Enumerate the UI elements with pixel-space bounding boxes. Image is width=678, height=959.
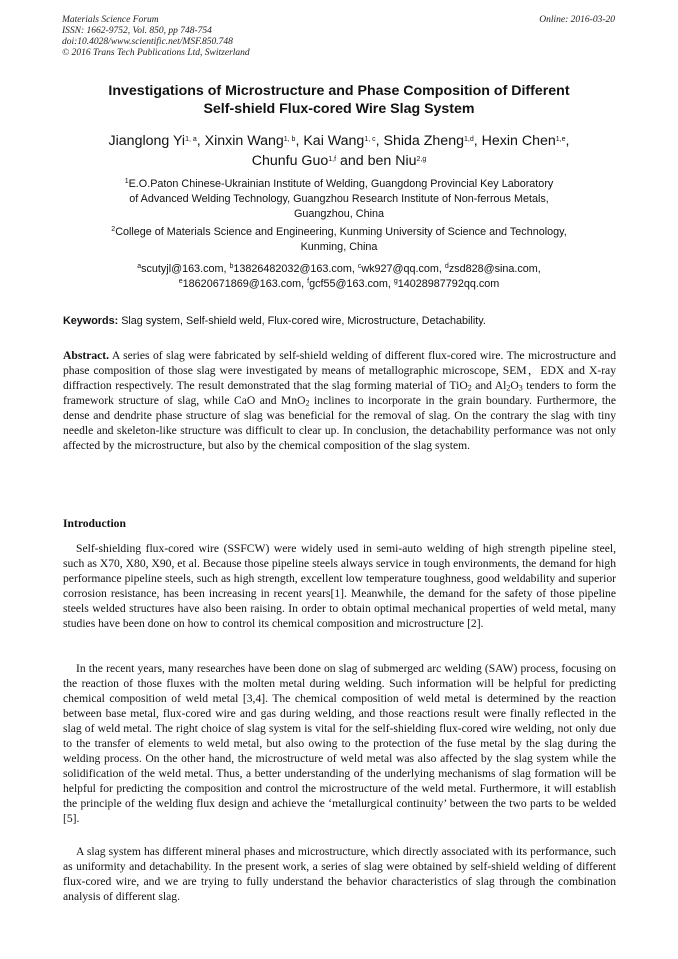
email-address[interactable]: wk927@qq.com, (361, 263, 445, 275)
email-mark: c (357, 263, 362, 271)
title-line-1: Investigations of Microstructure and Phase Composition of Different (108, 83, 570, 99)
issn: ISSN: 1662-9752, Vol. 850, pp 748-754 (62, 26, 212, 36)
abstract (63, 348, 616, 453)
affiliation-2 (60, 225, 618, 255)
author-name: Hexin Chen (481, 133, 556, 149)
email-address[interactable]: 13826482032@163.com, (233, 263, 358, 275)
email-mark: f (307, 278, 310, 286)
affiliation-1 (60, 177, 618, 222)
author-separator: , (295, 133, 304, 149)
author-name: Kai Wang (303, 133, 365, 149)
abstract-text: and Al (471, 379, 507, 392)
abstract-text: O (510, 379, 519, 392)
title-line-2: Self-shield Flux-cored Wire Slag System (203, 101, 475, 117)
affiliation-line: Guangzhou, China (293, 208, 385, 220)
email-mark: e (178, 278, 183, 286)
paragraph-text: Self-shielding flux-cored wire (SSFCW) were widely used in semi-auto welding of high strength pipeline steel, such as X70, X80, X90, et al. Because those pipeline steels always service in tough environments, the demand for high performance pipeline steels, such as high strength, excellent low temperature toughness, good weldability and superior corrosion resistance, has been increasing in recent years[1]. Meanwhile, the demand for the safety of those pipeline steels welded structures have also been raising. In order to obtain optimal mechanical properties of weld metal, many studies have been done on how to control its chemical composition and microstructure [2]. (63, 542, 616, 630)
journal-name: Materials Science Forum (62, 15, 159, 25)
author-name: Shida Zheng (383, 133, 464, 149)
affiliation-line: E.O.Paton Chinese-Ukrainian Institute of Welding, Guangdong Provincial Key Laboratory (128, 178, 554, 190)
email-mark: b (229, 263, 234, 271)
subscript: 2 (305, 398, 310, 408)
section-heading-introduction: Introduction (63, 517, 126, 530)
author-affiliation-mark: 2,g (416, 156, 427, 164)
affiliation-number: 1 (124, 178, 129, 186)
affiliation-number: 2 (111, 226, 116, 234)
keywords (63, 314, 618, 328)
author-separator: , (375, 133, 384, 149)
author-name: Jianglong Yi (108, 133, 186, 149)
keywords-label: Keywords: (63, 315, 119, 327)
author-separator: , (473, 133, 482, 149)
author-affiliation-mark: 1,f (328, 156, 337, 164)
intro-paragraph-1 (63, 541, 616, 631)
abstract-label: Abstract. (63, 349, 110, 362)
author-separator: , (565, 133, 570, 149)
email-address[interactable]: gcf55@163.com, (309, 278, 394, 290)
abstract-text: tenders to form the framework structure of slag, while CaO and MnO (63, 379, 616, 407)
keywords-text: Slag system, Self-shield weld, Flux-cored wire, Microstructure, Detachability. (118, 315, 486, 327)
affiliation-line: College of Materials Science and Engineering, Kunming University of Science and Technology, (115, 226, 567, 238)
email-mark: g (393, 278, 398, 286)
paragraph-text: In the recent years, many researches have been done on slag of submerged arc welding (SAW) process, focusing on the reaction of those fluxes with the molten metal during welding. Such information will be helpful for predicting chemical composition of weld metal [3,4]. The chemical composition of weld metal is determined by the reaction between base metal, flux-cored wire and gas during welding, and those reactions result were finally reflected in the slag of weld metal. The right choice of slag system is vital for the self-shielding flux-cored wire welding, not only due to the transfer of elements to weld metal, but also owing to the protection of the fuse metal by the slag during the welding process. On the other hand, the microstructure of weld metal was also affected by the slag system while the solidification of the weld metal. Thus, a better understanding of the underlying mechanisms of slag formation will be helpful for predicting the composition and control the microstructure of the weld metal. Furthermore, it will establish the principle of the welding flux design and achieve the ‘metallurgical continuity’ between the two parts to be welded [5]. (63, 662, 616, 825)
author-affiliation-mark: 1,d (463, 136, 474, 144)
paper-title (60, 82, 618, 118)
email-address[interactable]: zsd828@sina.com, (448, 263, 541, 275)
journal-info (62, 15, 250, 59)
intro-paragraph-2 (63, 661, 616, 826)
author-emails (60, 262, 618, 292)
email-address[interactable]: 18620671869@163.com, (182, 278, 308, 290)
intro-paragraph-3 (63, 844, 616, 904)
online-date: Online: 2016-03-20 (539, 15, 615, 25)
author-list (40, 131, 638, 171)
author-affiliation-mark: 1, b (283, 136, 296, 144)
author-separator: , (196, 133, 205, 149)
author-affiliation-mark: 1, a (185, 136, 197, 144)
author-affiliation-mark: 1, c (364, 136, 376, 144)
subscript: 2 (506, 383, 511, 393)
subscript: 2 (467, 383, 472, 393)
email-address[interactable]: 14028987792qq.com (397, 278, 500, 290)
subscript: 3 (518, 383, 523, 393)
paragraph-text: A slag system has different mineral phases and microstructure, which directly associated with its performance, such as uniformity and detachability. In the present work, a series of slag were obtained by self-shield welding of different flux-cored wire, and we are trying to fully understand the behavior characteristics of slag through the combination analysis of different slag. (63, 845, 616, 903)
author-name: ben Niu (367, 153, 417, 169)
abstract-text: A series of slag were fabricated by self-shield welding of different flux-cored wire. The microstructure and phase composition of those slag were investigated by means of metallographic microscope, SEM，EDX and X-ray diffraction respectively. The result demonstrated that the slag forming material of TiO (63, 349, 616, 392)
author-separator: and (336, 153, 368, 169)
email-address[interactable]: scutyjl@163.com, (141, 263, 230, 275)
email-mark: a (137, 263, 142, 271)
author-affiliation-mark: 1,e (555, 136, 566, 144)
copyright: © 2016 Trans Tech Publications Ltd, Switzerland (62, 48, 250, 58)
abstract-text: inclines to incorporate in the grain boundary. Furthermore, the dense and dendrite phase structure of slag was beneficial for the removal of slag. On the contrary the slag with tiny needle and skeleton-like structure was difficult to clear up. In conclusion, the detachability performance was not only affected by the microstructure, but also by the chemical composition of the slag system. (63, 394, 617, 452)
doi[interactable]: doi:10.4028/www.scientific.net/MSF.850.748 (62, 37, 233, 47)
affiliation-line: of Advanced Welding Technology, Guangzhou Research Institute of Non-ferrous Metals, (129, 193, 549, 205)
author-name: Xinxin Wang (204, 133, 284, 149)
author-name: Chunfu Guo (251, 153, 329, 169)
affiliation-line: Kunming, China (300, 241, 378, 253)
email-mark: d (444, 263, 449, 271)
